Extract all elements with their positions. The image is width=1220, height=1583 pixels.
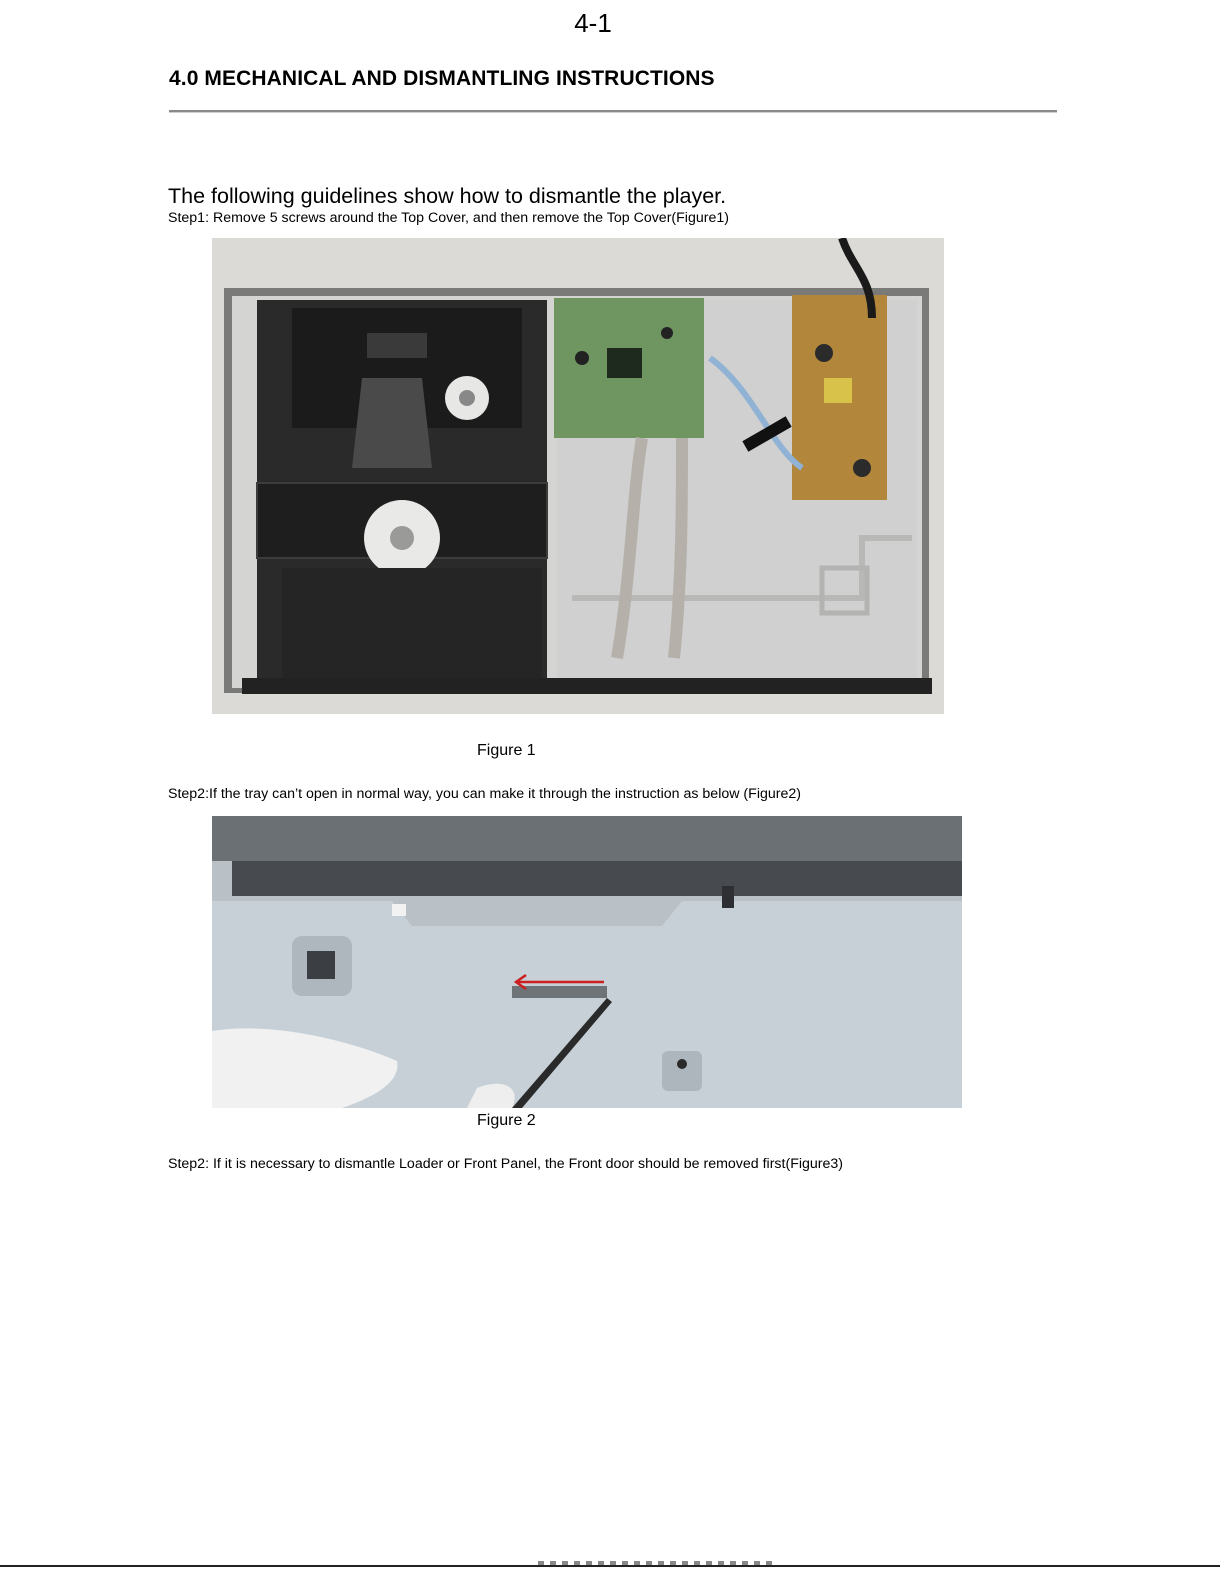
dvd-player-top-cover-removed-photo	[212, 238, 944, 714]
tray-manual-release-photo	[212, 816, 962, 1108]
step-2-text: Step2:If the tray can’t open in normal way, you can make it through the instruction as below (Figure2)	[168, 786, 801, 802]
figure-1-caption: Figure 1	[477, 742, 536, 759]
step-2b-text: Step2: If it is necessary to dismantle Loader or Front Panel, the Front door should be removed first(Figure3)	[168, 1156, 844, 1172]
section-title: 4.0 MECHANICAL AND DISMANTLING INSTRUCTIONS	[169, 67, 715, 90]
page-bottom-rule	[0, 1565, 1220, 1567]
step-1-text: Step1: Remove 5 screws around the Top Cover, and then remove the Top Cover(Figure1)	[168, 210, 729, 226]
title-divider	[169, 110, 1057, 112]
page-number: 4-1	[574, 8, 612, 38]
intro-text: The following guidelines show how to dismantle the player.	[168, 184, 727, 208]
figure-2-caption: Figure 2	[477, 1112, 536, 1129]
